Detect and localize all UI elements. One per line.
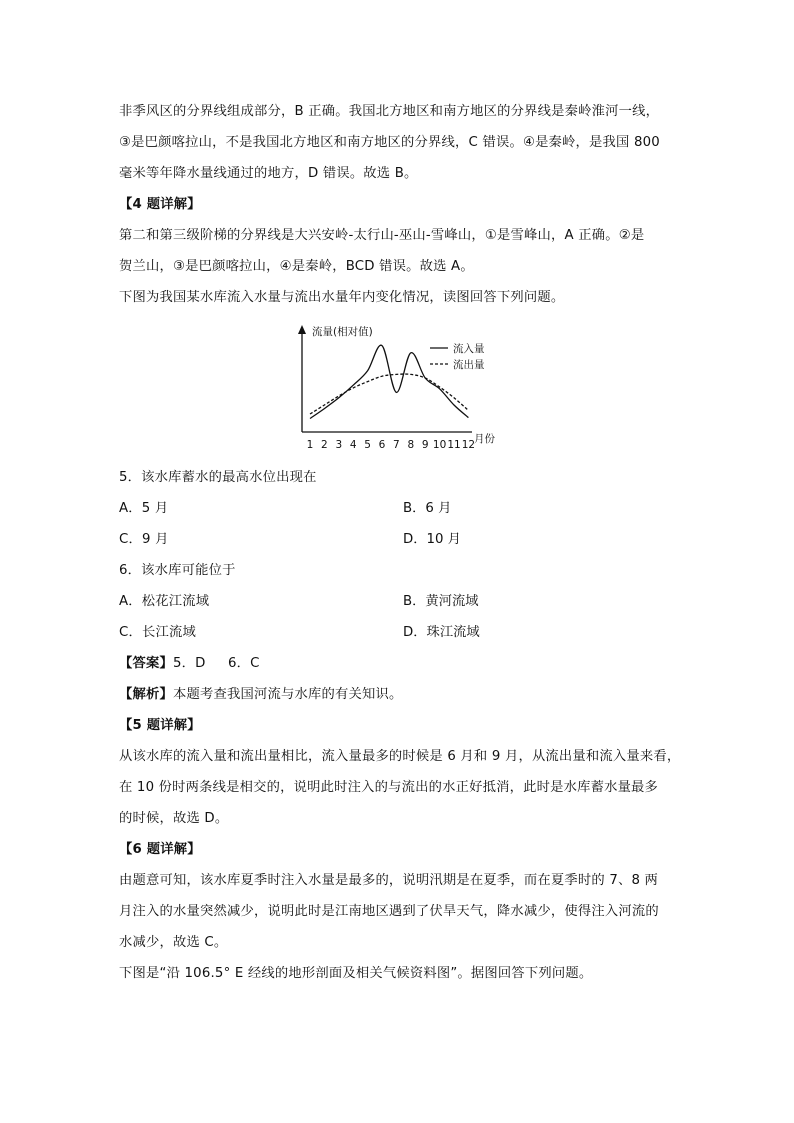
y-axis-arrow <box>298 325 306 334</box>
line-q4-1: 第二和第三级阶梯的分界线是大兴安岭-太行山-巫山-雪峰山，①是雪峰山，A 正确。②是 <box>119 228 645 243</box>
answer-label: 【答案】 <box>119 656 173 671</box>
line-q5-1: 从该水库的流入量和流出量相比，流入量最多的时候是 6 月和 9 月，从流出量和流入量来看， <box>119 749 681 764</box>
q5-option-b: B．6 月 <box>403 501 452 516</box>
q6-option-b: B．黄河流域 <box>403 594 479 609</box>
line-q5-2: 在 10 份时两条线是相交的，说明此时注入的与流出的水正好抵消，此时是水库蓄水量最多 <box>119 780 659 795</box>
x-tick-label: 5 <box>364 439 371 451</box>
q5-stem: 5．该水库蓄水的最高水位出现在 <box>119 470 317 485</box>
q6-heading: 【6 题详解】 <box>119 842 201 857</box>
inflow-line <box>310 345 468 418</box>
line-q5-3: 的时候，故选 D。 <box>119 811 229 826</box>
analysis-text: 本题考查我国河流与水库的有关知识。 <box>173 687 403 702</box>
x-tick-label: 9 <box>421 439 429 451</box>
answer-text: 5．D 6．C <box>173 656 260 671</box>
x-tick-label: 12 <box>461 439 476 451</box>
line-p1-3: 毫米等年降水量线通过的地方，D 错误。故选 B。 <box>119 166 418 181</box>
q5-option-c: C．9 月 <box>119 532 169 547</box>
legend-label: 流入量 <box>453 343 485 355</box>
line-p1-1: 非季风区的分界线组成部分，B 正确。我国北方地区和南方地区的分界线是秦岭淮河一线， <box>119 104 660 119</box>
q6-stem: 6．该水库可能位于 <box>119 563 236 578</box>
next-intro-line: 下图是“沿 106.5° E 经线的地形剖面及相关气候资料图”。据图回答下列问题。 <box>119 966 593 981</box>
reservoir-flow-chart <box>292 322 502 452</box>
line-p1-2: ③是巴颜喀拉山，不是我国北方地区和南方地区的分界线，C 错误。④是秦岭，是我国 800 <box>119 135 660 150</box>
chart-axes <box>298 325 472 432</box>
q6-option-a: A．松花江流域 <box>119 594 210 609</box>
x-tick-label: 11 <box>447 439 461 451</box>
x-tick-label: 6 <box>378 439 386 451</box>
x-tick-label: 1 <box>306 439 314 451</box>
q5-option-d: D．10 月 <box>403 532 461 547</box>
analysis-label: 【解析】 <box>119 687 173 702</box>
chart-legend <box>430 342 485 371</box>
line-q6-1: 由题意可知，该水库夏季时注入水量是最多的，说明汛期是在夏季，而在夏季时的 7、8 两 <box>119 873 659 888</box>
x-tick-label: 4 <box>349 439 357 451</box>
x-tick-label: 7 <box>393 439 400 451</box>
q5-heading: 【5 题详解】 <box>119 718 201 733</box>
x-tick-label: 10 <box>432 439 447 451</box>
legend-label: 流出量 <box>453 359 485 371</box>
analysis-line <box>119 685 679 705</box>
line-q6-2: 月注入的水量突然减少，说明此时是江南地区遇到了伏旱天气，降水减少，使得注入河流的 <box>119 904 659 919</box>
chart-series <box>310 345 468 418</box>
x-tick-label: 3 <box>335 439 343 451</box>
q6-option-c: C．长江流域 <box>119 625 196 640</box>
y-axis-label: 流量(相对值) <box>312 326 373 338</box>
line-q4-2: 贺兰山，③是巴颜喀拉山，④是秦岭，BCD 错误。故选 A。 <box>119 259 474 274</box>
q5-option-a: A．5 月 <box>119 501 169 516</box>
q4-heading: 【4 题详解】 <box>119 197 201 212</box>
x-tick-label: 2 <box>321 439 328 451</box>
x-axis-label: 月份 <box>474 433 495 445</box>
chart-ticks <box>307 439 475 451</box>
intro-line: 下图为我国某水库流入水量与流出水量年内变化情况，读图回答下列问题。 <box>119 290 565 305</box>
answer-line <box>119 654 679 674</box>
x-tick-label: 8 <box>407 439 415 451</box>
line-q6-3: 水减少，故选 C。 <box>119 935 228 950</box>
q6-option-d: D．珠江流域 <box>403 625 480 640</box>
